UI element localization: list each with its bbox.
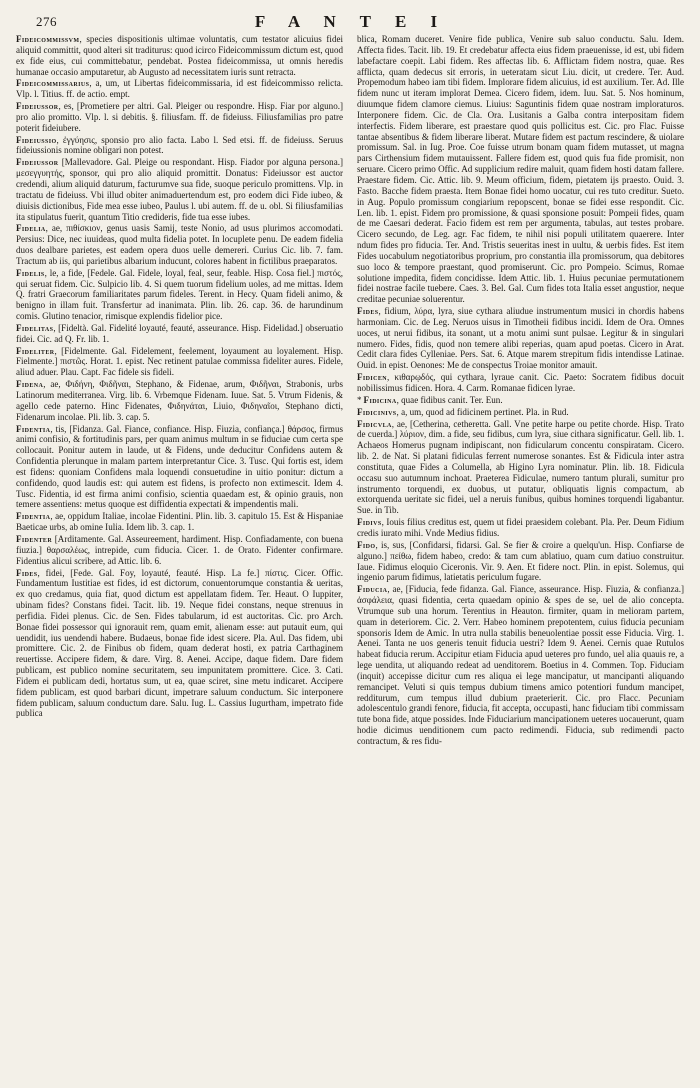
entry-lemma: Fidicinivs: [357, 406, 397, 417]
entry-definition: [Arditamente. Gal. Asseureement, hardiment. Hisp. Confiadamente, con buena fiuzia.] θαρσαλέως, intrepide, cum fiducia. Cicer. 1. de Orato. Fidenter confirmare. Fidentius alicui scribere, ad Attic. lib. 6.: [16, 533, 343, 566]
entry-lemma: Fideicommissarius: [16, 78, 90, 89]
dictionary-entry: [16, 511, 343, 533]
dictionary-entry: [16, 424, 343, 511]
entry-definition: , tis, [Fidanza. Gal. Fiance, confiance. Hisp. Fiuzia, confiança.] θάρσος, firmus animi confisio, & fortitudinis pars, per quam animus multum in se fiduciae cum certa spe collocauit. Ponitur autem in laude, ut & Fidens, unde deducitur Confidens autem & Confidentia plerunque in malam partem interpretantur Cice. 3. Tusc. Qui fortis est, idem est fidens: quoniam Confidens mala loquendi consuetudine in uitio ponitur: dictum a confidendo, quod laudis est: qui autem est fidens, is profecto non extimescit. Idem 4. Tusc. Fidentia, id est firma animi confisio, scientia quaedam est, & opinio grauis, non temere assentiens: metus quoque est diffidentia expectati & impendentis mali.: [16, 423, 343, 510]
entry-definition: , ae, oppidum Italiae, incolae Fidentini. Plin. lib. 3. capitulo 15. Est & Hispaniae Baeticae urbs, ab omine Iulia. Idem lib. 3. cap. 1.: [16, 511, 343, 533]
entry-lemma: Fidicina: [363, 394, 397, 405]
dictionary-entry: [16, 78, 343, 100]
right-column: [357, 34, 684, 1080]
entry-lemma: Fides: [357, 306, 379, 317]
dictionary-entry: [357, 306, 684, 371]
page-number: 276: [36, 14, 57, 29]
entry-definition: , quae fidibus canit. Ter. Eun.: [396, 394, 503, 405]
entry-definition: , a, um, ut Libertas fideicommissaria, id est fideicommisso relicta. Vlp. l. Titius. ff. de actio. empt.: [16, 78, 343, 100]
dictionary-entry: [16, 101, 343, 134]
entry-definition: , [Fidelmente. Gal. Fidelement, feelement, loyaument au loyalement. Hisp. Fielmente.] πιστῶς. Horat. 1. epist. Nec retinent patulae commissa fideliter aures. Fidele, aliud aduer. Plau. Capt. Fac fidele sis fideli.: [16, 345, 343, 378]
left-column: [16, 34, 343, 1080]
entry-definition: , ae, [Cetherina, cetheretta. Gall. Vne petite harpe ou petite chorde. Hisp. Trato de cuerda.] λύριον, dim. a fide, seu fidibus, cum lyra, siue cithara significatur. Gell. lib. 1. Achaeos Homerus pugnam indipiscant, non fidicularum concentu conspiratam. Cicero. lib. 2. de Nat. Si platani fidiculas ferrent numerose sonantes. Est & Fidicula inter astra constituta, quae Fides a Columella, ab Higino Lyra nominatur. Plin. lib. 18. Fidicula occasu suo autumnum inchoat. Praeterea Fidiculae, numero tantum plurali, sumitur pro instrumento torquendi, ex duobus, ut putatur, obliquatis lignis compactum, ab extorquenda ueritate sic fidei, uel a neruis funibus, quibus homines torquendi ligabantur. Sue. in Tib.: [357, 418, 684, 516]
page-header: [16, 8, 686, 34]
dictionary-entry: [357, 34, 684, 305]
dictionary-entry: [16, 268, 343, 322]
entry-lemma: Fidentia: [16, 423, 51, 434]
entry-lemma: Fiducia: [357, 584, 388, 595]
entry-definition: , [Fideltà. Gal. Fidelité loyauté, feauté, asseurance. Hisp. Fidelidad.] obseruatio fidei. Cic. ad Q. Fr. lib. 1.: [16, 322, 343, 344]
entry-asterisk: *: [357, 394, 362, 405]
entry-definition: , fidei, [Fede. Gal. Foy, loyauté, feauté. Hisp. La fe.] πίστις. Cicer. Offic. Fundamentum Iustitiae est fides, id est dictorum, conuentorumque constantia & ueritas, ex quo credamus, quia fiat, quod dictum est appellatam fidem. Ter. Heaut. O Iuppiter, ubinam fides? Constans fidei. Tacit. lib. 19. Neque fidei constans, neque strenuus in perfidia. Fidei plenus. Cic. de Sen. Fides tabularum, id est auctoritas. Cic. pro Arch. Bonae fidei possessor qui ignorauit rem, quam emit, alienam esse: aut putauit eum, qui uendidit, ius uendendi habere. Budaeus, bonae fide idest sicere. Pla. Aul. Das fidem, ubi promittere. Cic. 2. de Finibus ob fidem, quam dederat hosti, ex patria Carthaginem reuertisse. Accipere fidem, & dare. Virg. 8. Aenei. Accipe, daque fidem. Dare fidem publicam, est publico nomine securitatem, seu impunitatem promittere. Cice. 3. Cati. Fidem ei publicam dedi, hortatus sum, ut ea, quae sciret, sine metu indicaret. Accipere fidem publicam, est quod barbari dicunt, impetrare saluum conductum. Sic interponere fidem publicam, saluum conductum dare. Salu. Iug. L. Cassius Iugurtham, impetrato fide publica: [16, 567, 343, 719]
entry-definition: , a, um, quod ad fidicinem pertinet. Pla. in Rud.: [396, 406, 569, 417]
entry-definition: , fidium, λύρα, lyra, siue cythara aliudue instrumentum musici in chordis habens harmoniam. Cic. de Leg. Neruos uisus in Timotheii fidibus incidi. Idem de Ora. Omnes uoces, ut nerui fidibus, ita sonant, ut a motu animi sunt pulsae. Legitur & in singulari numero. Fides, fidis, quod non temere alibi reperias, quam apud poetas. Cicero in Arat. Cedit clara fides Cylleniae. Pers. Sat. 6. Atque marem strepitum fidis intendisse Latinae. Ouid. in epist. Oenones: Me de conspectus Troiae monitor amauit.: [357, 306, 684, 371]
dictionary-entry: [357, 540, 684, 583]
dictionary-entry: [357, 419, 684, 517]
entry-lemma: Fides: [16, 567, 38, 578]
dictionary-entry: [16, 534, 343, 567]
entry-lemma: Fidelia: [16, 223, 46, 234]
entry-definition: , Iouis filius creditus est, quem ut fidei praesidem colebant. Pla. Per. Deum Fidium credis iurato mihi. Vnde Medius fidius.: [357, 517, 684, 538]
entry-lemma: Fidena: [16, 379, 44, 390]
entry-lemma: Fideicommissvm: [16, 34, 80, 44]
entry-definition: , κιθαρῳδός, qui cythara, lyraue canit. Cic. Paeto: Socratem fidibus docuit nobilissimus fidicen. Hora. 4. Carm. Romanae fidicen lyrae.: [357, 372, 684, 393]
entry-lemma: Fidivs: [357, 517, 382, 528]
entry-definition: [Mallevadore. Gal. Pleige ou respondant. Hisp. Fiador por alguna persona.] μεσεγγυητής, sponsor, qui pro alio aliquid promittit. Donatus: Fideiussor est auctor credendi, alium aliquid daturum, facturumve sua fide, suoque periculo promittens. Vlp. in tractatu de fideiuss. Vbi illud obiter animaduertendum est, pro eodem dici Fide iubeo, & diuisis dictionibus, Fide mea esse iubeo, Paulus l. ubi autem. ff. de u. obl. Si filiusfamilias ita stipulatus fuerit, quantum Titio credideris, fide tua esse iubes.: [16, 157, 343, 222]
entry-definition: , es, [Prometiere per altri. Gal. Pleiger ou respondre. Hisp. Fiar por alguno.] pro alio promitto. Vlp. l. si debitis. §. filiusfam. ff. de fideiuss. Filiusfamilias pro patre poterit fideiubere.: [16, 101, 343, 133]
entry-lemma: Fido: [357, 539, 376, 550]
entry-lemma: Fidelis: [16, 267, 45, 278]
dictionary-entry: [357, 407, 684, 418]
dictionary-entry: [16, 346, 343, 379]
entry-definition: , ae, Φιδήνη, Φιδῆναι, Stephano, & Fidenae, arum, Φιδῆναι, Strabonis, urbs Latinorum mediterranea. Virg. lib. 6. Vrbemque Fidenam. Iuue. Sat. 5. Vtrum Fidenis, & agello cede paterno. Hinc Fidenates, Φιδηνάται, Liuio, Φιδηναῖοι, Stephano dicti, Fidenarum incolae. Pli. lib. 3. cap. 5.: [16, 379, 343, 422]
entry-lemma: Fidentia: [16, 511, 51, 522]
entry-lemma: Fidicvla: [357, 418, 392, 429]
entry-definition: blica, Romam duceret. Venire fide publica, Venire sub saluo conductu. Salu. Idem. Affecta fides. Tacit. lib. 19. Et credebatur affecta eius fidem praeuenisse, id est, ubi fidem labefactare coepit. Labi fidem. Res affectas lib. 6. Afflictam fidem nostra, quae. Res afflicta, quam dedecus sit erroris, in ueteratam sicut Liu. dicit, ut credere. Ter. Aud. Propemodum habeo iam tibi fidem. Implorare fidem alicuius, id est auxilium. Ter. Ad. Ille fidem nunc ut iteram implorat Demea. Cicero fidem, idem. Iuu. Sat. 5. Nos hominum, diuumque fidem clamore ciemus. Liuius: Saguntinis fidem quae nostram imploraturos. Interponere fidem. Cic. de Cla. Ora. Lusitanis a Galba contra interpositam fidem interfectis. Fidem liberare, est praestare quod quis pollicitus est. Cic. pro Flac. Fuisse tantae absentibus & fidem liberare liberat. Mutare fidem est pactum rescindere, & uiolare promissum. Sal. in Iug. Proe. Coe fuisse utrum bonam quam fidem mutasset, ut magna pars Cirthensium fidem mutauissent. Fallere fidem est, quod quis fua fide promisit, non seruare. Cicero primo Offic. Ad supplicium redire maluit, quam fidem hosti datam fallere. Praestare fidem. Cic. Attic. lib. 9. Meum officium, fidem, pietatem ijs praesto. Ouid. 3. Fasto. Bacche fidem praesta. Item Bonae fidei homo uocatur, cui res tuto creditur. Sueto. in Aug. Populo promissum congiarium repopscent, bonae se fidei esse respondit. Cic. Len. lib. 1. epist. Fidem pro promissione, & quasi sponsione posuit: Pompeii fides, quam de me Caesari dederat. Facio fidem est rem per argumenta, tabulas, aut testes probare. Cicero secundo, de Leg. agr. Fac fidem, te nihil nisi populi utilitatem quaerere. Inter ndum fides pro fiducia. Ter. And. Tristis seueritas inest in uultu, & uerbis fides. Est item Fides uocabulum negotiatoribus proprium, pro constantia illa promissorum, qua debitores suo loco & tempore praestant, quod promiserunt. Cic. pro Pompeio. Scimus, Romae solutione impedita, fidem concidisse. Idem Attic. lib. 1. Huius pecuniae permutationem fidei nostrae facile tuebere. Caes. 3. Bel. Gal. Cum fides tota Italia esset angustior, neque creditae pecuniae soluerentur.: [357, 34, 684, 305]
entry-definition: , ἐγγύησις, sponsio pro alio facta. Labo l. Sed etsi. ff. de fideiuss. Seruus fideiussionis nomine obligari non potest.: [16, 134, 343, 156]
dictionary-entry: [357, 517, 684, 539]
entry-definition: , le, a fide, [Fedele. Gal. Fidele, loyal, feal, seur, feable. Hisp. Cosa fiel.] πιστός, qui seruat fidem. Cic. Sulpicio lib. 4. Si quem tuorum fidelium uoles, ad me mittas. Idem Q. fratri Graecorum familiaritates parum fideles. Terent. in Hecy. Quam fideli animo, & benigno in illam fuit. Transfertur ad inanimata. Plin. lib. 26. cap. 36. de harundinum comis. Glutino tenacior, rimisque explendis fidelior pice.: [16, 267, 343, 322]
entry-lemma: Fidenter: [16, 533, 53, 544]
running-head: F A N T E I: [254, 12, 448, 31]
dictionary-entry: [16, 135, 343, 157]
entry-lemma: Fideiussor: [16, 157, 59, 168]
entry-definition: , ae, [Fiducia, fede fidanza. Gal. Fiance, asseurance. Hisp. Fiuzia, & confianza.] ἀσφάλεια, quasi fidentia, certa quaedam opinio & spes de se, uel de alio concepta. Vtrumque sub una horum. Terentius in Heauton. firmiter, quam in melioram partem, quam in deteriorem. Cic. 2. Verr. Habeo hominem prepotentem, cuius fiducia pecuniam sponsoris Idem de Amic. In utra nulla stabilis beneuolentiae possit esse Fiducia. Virg. 1. Aenei. Tanta ne uos generis tenuit fiducia uestri? Idem 9. Aenei. Cernis quae Rutulos habeat fiducia rerum. Accipitur etiam Fiducia apud ueteres pro fundo, uel alia quauis re, a lege uendita, ut aliquando redeat ad uenditorem. Boetius in 4. Commen. Top. Fiduciam (inquit) accepisse dicitur cum res aliqua ei lege mancipatur, ut mancipanti aliquando remancipet. Veluti si quis tempus dubium timens amico potentiori fundum mancipet, redditurum, cum tempus illud dubium praeterierit. Cic. pro Flacc. Pecuniam adolescentulo grandi fenore, fiducia, fit accepta, occupasti, hanc fiduciam tibi commissam tute bona fide, atque possides. Inde Fiduciarium mancipationem ueteres uocauerunt, quam hodie dicimus uenditionem cum pacto redimendi. Fiducia, sub redimendi pacto contractum, & res fidu-: [357, 584, 684, 746]
text-columns: [16, 34, 686, 1080]
entry-definition: , species dispositionis ultimae voluntatis, cum testator alicuius fidei aliquid committit, quod alteri sit traditurus: quod icirco Fideicommissum dictum est, quod ex fide eius, cui committebatur, pendebat. Postea fideicommissa, ut omnis heredis humanae occasio amputaretur, ab Augusto ad necessitatem iuris sunt retracta.: [16, 34, 343, 77]
entry-lemma: Fidelitas: [16, 322, 54, 333]
entry-definition: , ae, πιθίσκιον, genus uasis Samij, teste Nonio, ad usus plurimos accomodati. Persius: Dice, nec iuuideas, quod multa fidelia potet. In locuplete penu. De eadem fidelia duos dealbare parietes, est eadem opera duos uelle demereri. Curius Cic. lib. 7. fam. Tractum ab iis, qui parietibus albarium inducunt, colores habent in fictilibus praeparatos.: [16, 223, 343, 266]
dictionary-entry: [16, 323, 343, 345]
entry-lemma: Fideiussor: [16, 101, 59, 112]
dictionary-entry: [16, 34, 343, 77]
dictionary-entry: [357, 395, 684, 406]
entry-lemma: Fidicen: [357, 372, 387, 383]
dictionary-entry: [16, 379, 343, 422]
dictionary-entry: [357, 372, 684, 394]
dictionary-entry: [16, 157, 343, 222]
dictionary-entry: [16, 223, 343, 266]
entry-lemma: Fideiussio: [16, 134, 57, 145]
dictionary-entry: [357, 584, 684, 747]
entry-definition: , is, sus, [Confidarsi, fidarsi. Gal. Se fier & croire a quelqu'un. Hisp. Confiarse de alguno.] πείθω, fidem habeo, credo: & tam cum ablatiuo, quam cum datiuo construitur. Iaue. Fidimus eloquio Ciceronis. Vir. 9. Aen. Et fidere noct. Plin. in epist. Solemus, qui ingenio parum fidimus, latietatis periculum fugare.: [357, 539, 684, 583]
entry-lemma: Fideliter: [16, 345, 55, 356]
dictionary-entry: [16, 568, 343, 720]
